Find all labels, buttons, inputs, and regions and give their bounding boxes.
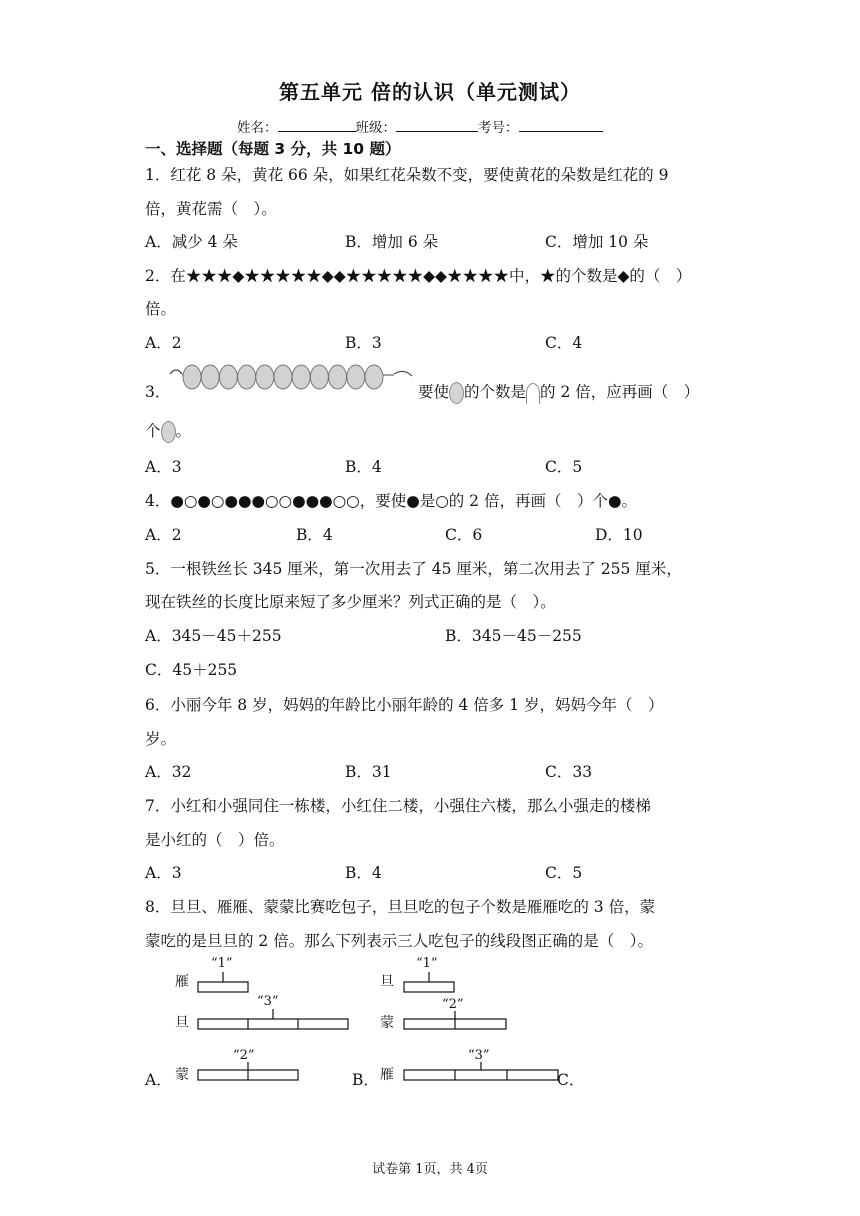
exam-no-blank[interactable] <box>519 119 603 132</box>
q7-option-b[interactable]: B．4 <box>345 864 382 882</box>
q8-diagram-a <box>165 952 360 1092</box>
q8-option-b[interactable]: B． <box>352 1071 379 1089</box>
bead <box>256 365 274 389</box>
q6-option-b[interactable]: B．31 <box>345 763 392 781</box>
class-blank[interactable] <box>396 119 478 132</box>
class-label: 班级： <box>355 120 396 136</box>
diagram-b-quote2: “2” <box>442 997 464 1012</box>
q3-bead-string <box>168 362 414 394</box>
q3-prefix: 3． <box>145 383 171 401</box>
q7-line2: 是小红的（ ）倍。 <box>145 831 285 849</box>
q4-line1: 4．●○●○●●●○○●●●○○，要使●是○的 2 倍，再画（ ）个●。 <box>145 492 637 510</box>
bead <box>183 365 201 389</box>
bead <box>274 365 292 389</box>
q1-option-b[interactable]: B．增加 6 朵 <box>345 233 439 251</box>
q2-line2: 倍。 <box>145 300 177 318</box>
q8-line2: 蒙吃的是旦旦的 2 倍。那么下列表示三人吃包子的线段图正确的是（ ）。 <box>145 932 653 950</box>
q6-option-a[interactable]: A．32 <box>145 763 192 781</box>
diagram-b-row1-label: 旦 <box>380 974 394 990</box>
q3-line2a: 个 <box>145 422 161 440</box>
bead <box>201 365 219 389</box>
q5-option-b[interactable]: B．345－45－255 <box>445 627 582 645</box>
q7-line1: 7．小红和小强同住一栋楼，小红住二楼，小强住六楼，那么小强走的楼梯 <box>145 797 651 815</box>
q8-option-c[interactable]: C． <box>557 1071 585 1089</box>
bead <box>310 365 328 389</box>
q5-option-a[interactable]: A．345－45＋255 <box>145 627 282 645</box>
string-left-end <box>170 370 182 374</box>
grey-bead-icon <box>161 421 176 443</box>
q3-option-c[interactable]: C．5 <box>545 458 583 476</box>
exam-no-label: 考号： <box>478 120 519 136</box>
bead-group <box>182 365 394 389</box>
q3-text1: 要使 <box>418 383 450 401</box>
diagram-a-quote1: “1” <box>211 956 233 971</box>
q3-option-a[interactable]: A．3 <box>145 458 182 476</box>
grey-bead-icon <box>449 382 464 404</box>
diagram-b-quote1: “1” <box>416 956 438 971</box>
diagram-b-bar1 <box>404 982 454 992</box>
bead <box>219 365 237 389</box>
diagram-b-quote3: “3” <box>468 1048 490 1063</box>
q8-diagram-b <box>372 952 562 1092</box>
bead <box>365 365 383 389</box>
section-heading: 一、选择题（每题 3 分，共 10 题） <box>145 140 401 158</box>
bead <box>238 365 256 389</box>
q4-option-c[interactable]: C．6 <box>445 526 483 544</box>
student-info-line <box>237 116 603 136</box>
q3-text2: 的个数是 <box>464 383 527 401</box>
bead <box>292 365 310 389</box>
q5-line1: 5．一根铁丝长 345 厘米，第一次用去了 45 厘米，第二次用去了 255 厘米， <box>145 560 682 578</box>
q2-option-a[interactable]: A．2 <box>145 334 182 352</box>
diagram-a-bar2 <box>198 1019 348 1029</box>
q4-option-b[interactable]: B．4 <box>296 526 333 544</box>
q3-line2 <box>145 419 191 443</box>
q1-line1: 1．红花 8 朵，黄花 66 朵，如果红花朵数不变，要使黄花的朵数是红花的 9 <box>145 166 669 184</box>
q5-option-c[interactable]: C．45＋255 <box>145 661 238 679</box>
q7-option-a[interactable]: A．3 <box>145 864 182 882</box>
q3-text3: 的 2 倍，应再画（ ） <box>540 383 700 401</box>
q6-line1: 6．小丽今年 8 岁，妈妈的年龄比小丽年龄的 4 倍多 1 岁，妈妈今年（ ） <box>145 696 664 714</box>
diagram-a-row2-label: 旦 <box>175 1015 189 1031</box>
q2-line1: 2．在★★★◆★★★★★◆◆★★★★★◆◆★★★★中，★的个数是◆的（ ） <box>145 267 692 285</box>
q3-line2b: 。 <box>175 422 192 440</box>
q2-option-b[interactable]: B．3 <box>345 334 382 352</box>
q8-line1: 8．旦旦、雁雁、蒙蒙比赛吃包子，旦旦吃的包子个数是雁雁吃的 3 倍，蒙 <box>145 898 656 916</box>
page-title: 第五单元 倍的认识（单元测试） <box>279 80 581 104</box>
q5-line2: 现在铁丝的长度比原来短了多少厘米？列式正确的是（ ）。 <box>145 593 556 611</box>
q2-option-c[interactable]: C．4 <box>545 334 583 352</box>
q4-option-d[interactable]: D．10 <box>595 526 643 544</box>
diagram-a-quote3: “2” <box>233 1048 255 1063</box>
diagram-a-row1-label: 雁 <box>175 974 189 990</box>
diagram-b-row3-label: 雁 <box>380 1067 394 1083</box>
q1-option-c[interactable]: C．增加 10 朵 <box>545 233 649 251</box>
diagram-b-bar3 <box>404 1070 558 1080</box>
q3-option-b[interactable]: B．4 <box>345 458 382 476</box>
diagram-b-row2-label: 蒙 <box>380 1015 394 1031</box>
q4-option-a[interactable]: A．2 <box>145 526 182 544</box>
bead <box>329 365 347 389</box>
diagram-a-quote2: “3” <box>257 994 279 1009</box>
q6-option-c[interactable]: C．33 <box>545 763 593 781</box>
q6-line2: 岁。 <box>145 730 177 748</box>
diagram-a-bar1 <box>198 982 248 992</box>
string-right-end <box>394 371 412 376</box>
name-blank[interactable] <box>278 119 356 132</box>
diagram-a-row3-label: 蒙 <box>175 1067 189 1083</box>
q1-line2: 倍，黄花需（ ）。 <box>145 200 277 218</box>
name-label: 姓名： <box>237 120 278 136</box>
bead <box>347 365 365 389</box>
q1-option-a[interactable]: A．减少 4 朵 <box>145 233 238 251</box>
page-footer: 试卷第 1页，共 4页 <box>372 1162 488 1177</box>
q3-text <box>418 380 699 404</box>
white-bead-icon <box>526 383 540 404</box>
q7-option-c[interactable]: C．5 <box>545 864 583 882</box>
q8-option-a[interactable]: A． <box>145 1071 172 1089</box>
